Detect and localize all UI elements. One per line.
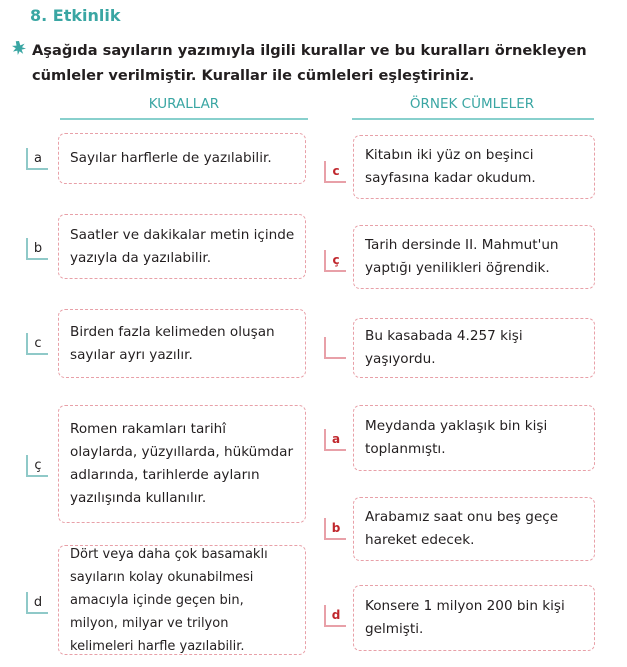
rule-text: Birden fazla kelimeden oluşan sayılar ayrı yazılır. (70, 323, 275, 363)
example-box (353, 225, 595, 289)
rule-letter-tag: a (26, 148, 48, 170)
examples-header-rule (352, 118, 594, 120)
rule-letter-tag: ç (26, 455, 48, 477)
example-answer-box[interactable]: ç (324, 250, 346, 272)
rules-column-header: KURALLAR (148, 96, 220, 112)
example-text: Arabamız saat onu beş geçe hareket edecek. (365, 509, 559, 548)
rule-text: Saatler ve dakikalar metin içinde yazıyla da yazılabilir. (70, 226, 295, 266)
example-box (353, 585, 595, 651)
rules-header-rule (60, 118, 308, 120)
rule-text: Romen rakamları tarihî olaylarda, yüzyıllarda, hükümdar adlarında, tarihlerde ayların yazılışında kullanılır. (70, 421, 294, 506)
star-bullet-icon (12, 41, 26, 55)
rule-box-c (58, 309, 306, 378)
examples-column-header: ÖRNEK CÜMLELER (409, 96, 535, 112)
example-answer-box[interactable]: a (324, 429, 346, 451)
example-box (353, 405, 595, 471)
example-text: Bu kasabada 4.257 kişi yaşıyordu. (365, 328, 523, 367)
example-text: Konsere 1 milyon 200 bin kişi gelmişti. (365, 598, 565, 637)
rule-text: Sayılar harflerle de yazılabilir. (70, 150, 272, 166)
example-answer-box[interactable] (324, 337, 346, 359)
rule-box-a (58, 133, 306, 184)
example-answer-box[interactable]: b (324, 518, 346, 540)
example-answer-box[interactable]: c (324, 161, 346, 183)
activity-title: 8. Etkinlik (30, 6, 121, 25)
example-answer-box[interactable]: d (324, 605, 346, 627)
example-box (353, 318, 595, 378)
rule-letter-tag: c (26, 333, 48, 355)
instruction-text: Aşağıda sayıların yazımıyla ilgili kurallar ve bu kuralları örnekleyen cümleler verilmiştir. Kurallar ile cümleleri eşleştiriniz. (32, 42, 587, 84)
rule-box-c-cedilla (58, 405, 306, 523)
rule-letter-tag: d (26, 592, 48, 614)
rule-text: Dört veya daha çok basamaklı sayıların kolay okunabilmesi amacıyla içinde geçen bin, milyon, milyar ve trilyon kelimeleri harfle yazılabilir. (70, 546, 268, 654)
rule-letter-tag: b (26, 238, 48, 260)
rule-box-b (58, 214, 306, 279)
example-text: Kitabın iki yüz on beşinci sayfasına kadar okudum. (365, 147, 536, 186)
example-box (353, 497, 595, 561)
example-box (353, 135, 595, 199)
rule-box-d (58, 545, 306, 655)
example-text: Tarih dersinde II. Mahmut'un yaptığı yenilikleri öğrendik. (365, 237, 559, 276)
example-text: Meydanda yaklaşık bin kişi toplanmıştı. (365, 418, 548, 457)
